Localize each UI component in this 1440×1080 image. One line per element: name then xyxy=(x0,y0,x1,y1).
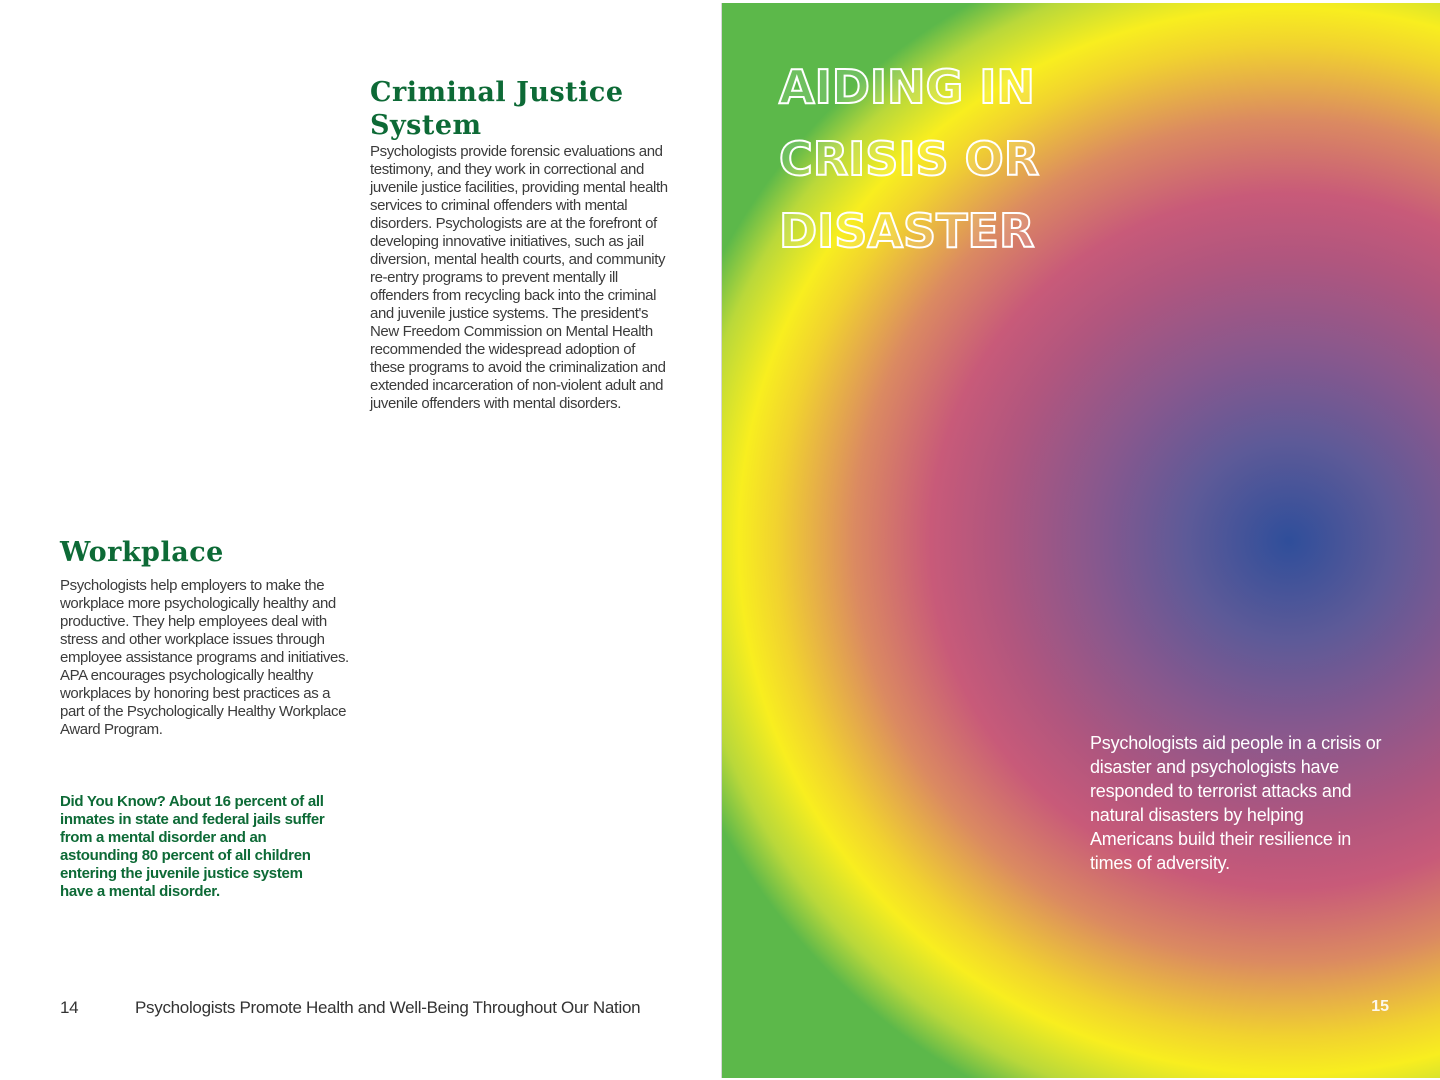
workplace-body: Psychologists help employers to make the workplace more psychologically healthy and productive. They help employees deal with stress and other workplace issues through employee assistance programs and initiatives. APA encourages psychologically healthy workplaces by honoring best practices as a part of the Psychologically Healthy Workplace Award Program. xyxy=(60,577,349,738)
criminal-justice-heading xyxy=(370,76,700,142)
workplace-heading: Workplace xyxy=(60,537,224,568)
criminal-justice-body: Psychologists provide forensic evaluations and testimony, and they work in correctional and juvenile justice facilities, providing mental health services to criminal offenders with mental disorders. Psychologists are at the forefront of developing innovative initiatives, such as jail diversion, mental health courts, and community re-entry programs to prevent mentally ill offenders from recycling back into the criminal and juvenile justice systems. The president's New Freedom Commission on Mental Health recommended the widespread adoption of these programs to avoid the criminalization and extended incarceration of non-violent adult and juvenile offenders with mental disorders. xyxy=(370,143,668,412)
crisis-title-line2: CRISIS OR xyxy=(779,132,1040,186)
crisis-title-line3: DISASTER xyxy=(779,204,1035,258)
left-page-number: 14 xyxy=(60,998,79,1017)
crisis-title-line1: AIDING IN xyxy=(779,60,1035,114)
right-page-gradient-panel xyxy=(721,3,1440,1078)
running-title: Psychologists Promote Health and Well-Being Throughout Our Nation xyxy=(135,998,641,1017)
crisis-title xyxy=(779,51,1379,267)
right-page-number: 15 xyxy=(1371,998,1389,1015)
did-you-know-callout: Did You Know? About 16 percent of all inmates in state and federal jails suffer from a mental disorder and an astounding 80 percent of all children entering the juvenile justice system have a mental disorder. xyxy=(60,793,325,900)
criminal-justice-heading-line1: Criminal Justice xyxy=(370,77,624,108)
criminal-justice-heading-line2: System xyxy=(370,110,482,141)
crisis-body: Psychologists aid people in a crisis or disaster and psychologists have responded to terrorist attacks and natural disasters by helping Americans build their resilience in times of adversity. xyxy=(1090,733,1382,873)
